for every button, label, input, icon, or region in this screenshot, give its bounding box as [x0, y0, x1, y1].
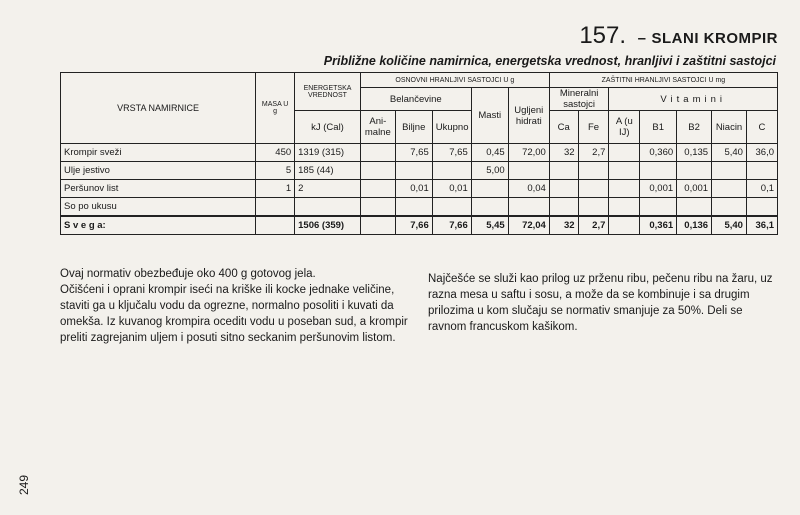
cell-niacin: 5,40 — [712, 144, 747, 162]
cell-masti: 5,00 — [471, 162, 508, 180]
cell-masa — [256, 198, 295, 217]
cell-ugljeni: 72,00 — [508, 144, 549, 162]
table-row — [61, 162, 778, 180]
cell-name: Peršunov list — [61, 180, 256, 198]
cell-biljne — [395, 198, 432, 217]
cell-ugljeni — [508, 162, 549, 180]
header-row-1 — [61, 73, 778, 88]
cell-a — [609, 216, 640, 235]
cell-ca — [549, 198, 578, 217]
cell-niacin — [712, 162, 747, 180]
table-subtitle: Približne količine namirnica, energetska vrednost, hranljivi i zaštitni sastojci — [323, 54, 776, 68]
header-ukupno: Ukupno — [432, 111, 471, 144]
cell-b2: 0,001 — [677, 180, 712, 198]
cell-a — [609, 198, 640, 217]
header-vitamini: Vitamini — [609, 88, 778, 111]
cell-name: Ulje jestivo — [61, 162, 256, 180]
cell-b2: 0,135 — [677, 144, 712, 162]
recipe-number: 157. — [579, 22, 627, 49]
cell-fe: 2,7 — [578, 144, 609, 162]
cell-masti: 5,45 — [471, 216, 508, 235]
cell-animalne — [360, 162, 395, 180]
cell-ukupno: 7,66 — [432, 216, 471, 235]
cell-b2: 0,136 — [677, 216, 712, 235]
cell-masa: 5 — [256, 162, 295, 180]
header-c: C — [746, 111, 777, 144]
cell-ukupno — [432, 162, 471, 180]
instructions-column-2 — [428, 271, 773, 335]
cell-name: Krompir sveži — [61, 144, 256, 162]
cell-fe — [578, 162, 609, 180]
header-a: A (u IJ) — [609, 111, 640, 144]
cell-kj: 1506 (359) — [295, 216, 361, 235]
cell-c: 36,1 — [746, 216, 777, 235]
cell-ukupno — [432, 198, 471, 217]
cell-ukupno: 0,01 — [432, 180, 471, 198]
cell-b1 — [640, 162, 677, 180]
yield-note: Ovaj normativ obezbeđuje oko 400 g gotovog jela. — [60, 268, 316, 280]
page-number: 249 — [17, 474, 32, 496]
header-niacin: Niacin — [712, 111, 747, 144]
cell-ugljeni: 0,04 — [508, 180, 549, 198]
cell-fe — [578, 180, 609, 198]
cell-masa: 1 — [256, 180, 295, 198]
instructions-column-1 — [60, 266, 410, 346]
header-belancevine: Belančevine — [360, 88, 471, 111]
cell-b1: 0,360 — [640, 144, 677, 162]
cell-ca: 32 — [549, 216, 578, 235]
nutrition-table — [60, 72, 778, 235]
table-row — [61, 180, 778, 198]
preparation-text: Očišćeni i oprani krompir iseći na kriške ili kocke jednake veličine, staviti ga u ključalu vodu da ogrezne, normalno posoliti i kuvati da omekša. Iz kuvanog krompira oceditι vodu u poseban sud, a krompir preliti zagrejanim uljem i posuti sitno seckanim peršunovim listom. — [60, 284, 408, 344]
cell-kj: 2 — [295, 180, 361, 198]
header-osnovni: OSNOVNI HRANLJIVI SASTOJCI U g — [360, 73, 549, 88]
cell-masti — [471, 180, 508, 198]
cell-a — [609, 162, 640, 180]
header-ugljeni: Ugljeni hidrati — [508, 88, 549, 144]
cell-kj — [295, 198, 361, 217]
header-mineralni: Mineralni sastojci — [549, 88, 609, 111]
cell-animalne — [360, 180, 395, 198]
cell-biljne: 7,65 — [395, 144, 432, 162]
cell-name: S v e g a: — [61, 216, 256, 235]
header-vrsta: VRSTA NAMIRNICE — [61, 73, 256, 144]
cell-a — [609, 144, 640, 162]
cell-masa — [256, 216, 295, 235]
cell-ugljeni — [508, 198, 549, 217]
table-row — [61, 198, 778, 217]
cell-ca: 32 — [549, 144, 578, 162]
recipe-title — [579, 22, 778, 50]
cell-biljne — [395, 162, 432, 180]
cell-b1: 0,361 — [640, 216, 677, 235]
cell-biljne: 0,01 — [395, 180, 432, 198]
cell-kj: 1319 (315) — [295, 144, 361, 162]
cell-name: So po ukusu — [61, 198, 256, 217]
header-masa: MASA U g — [256, 73, 295, 144]
cell-ukupno: 7,65 — [432, 144, 471, 162]
cell-niacin — [712, 198, 747, 217]
header-animalne: Ani-malne — [360, 111, 395, 144]
cell-masti: 0,45 — [471, 144, 508, 162]
header-masti: Masti — [471, 88, 508, 144]
serving-text: Najčešće se služi kao prilog uz prženu ribu, pečenu ribu na žaru, uz razna mesa u saftu i sosu, a može da se kombinuje i sa drugim prilozima u kom slučaju se normativ smanjuje za 50%. Deli se ravnom francuskom kašikom. — [428, 273, 773, 333]
cell-masti — [471, 198, 508, 217]
table-body — [61, 144, 778, 235]
cell-ca — [549, 162, 578, 180]
cell-biljne: 7,66 — [395, 216, 432, 235]
header-biljne: Biljne — [395, 111, 432, 144]
recipe-name: SLANI KROMPIR — [651, 30, 778, 47]
cell-niacin: 5,40 — [712, 216, 747, 235]
cell-a — [609, 180, 640, 198]
cell-c: 36,0 — [746, 144, 777, 162]
cell-ugljeni: 72,04 — [508, 216, 549, 235]
cell-c: 0,1 — [746, 180, 777, 198]
cell-masa: 450 — [256, 144, 295, 162]
header-energ: ENERGETSKA VREDNOST — [295, 73, 361, 111]
cell-kj: 185 (44) — [295, 162, 361, 180]
cell-animalne — [360, 198, 395, 217]
cell-c — [746, 198, 777, 217]
cell-b2 — [677, 162, 712, 180]
header-ca: Ca — [549, 111, 578, 144]
cell-fe — [578, 198, 609, 217]
cell-ca — [549, 180, 578, 198]
header-fe: Fe — [578, 111, 609, 144]
cell-niacin — [712, 180, 747, 198]
cell-fe: 2,7 — [578, 216, 609, 235]
cell-b1: 0,001 — [640, 180, 677, 198]
header-kj: kJ (Cal) — [295, 111, 361, 144]
header-zastitni: ZAŠTITNI HRANLJIVI SASTOJCI U mg — [549, 73, 777, 88]
cell-animalne — [360, 144, 395, 162]
cell-c — [746, 162, 777, 180]
cell-animalne — [360, 216, 395, 235]
title-dash: – — [637, 30, 646, 47]
header-b1: B1 — [640, 111, 677, 144]
table-row — [61, 144, 778, 162]
header-b2: B2 — [677, 111, 712, 144]
cell-b2 — [677, 198, 712, 217]
total-row — [61, 216, 778, 235]
cell-b1 — [640, 198, 677, 217]
